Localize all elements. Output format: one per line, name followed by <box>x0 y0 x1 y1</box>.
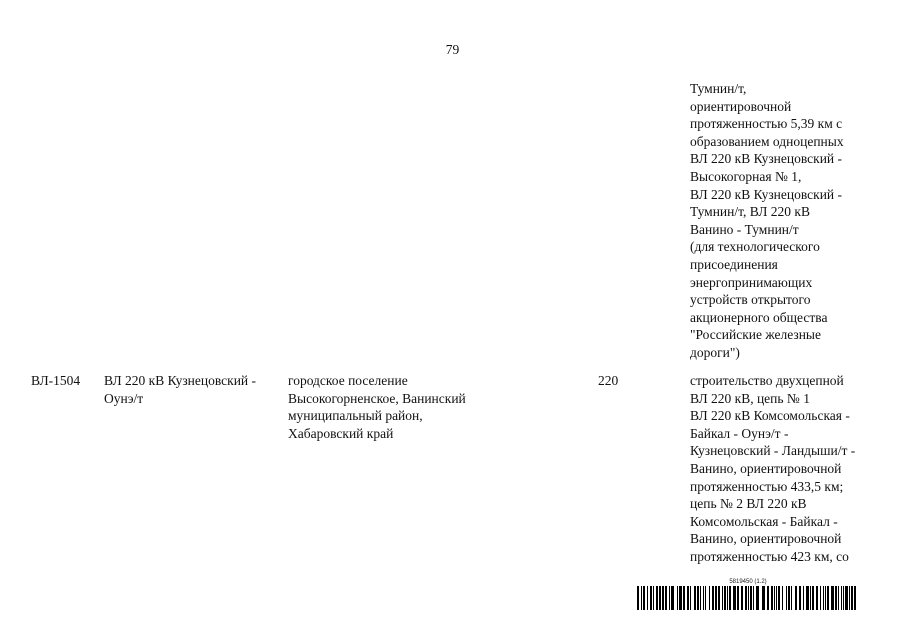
barcode-bar <box>687 586 689 610</box>
barcode-bar <box>843 586 844 610</box>
barcode-bar <box>700 586 701 610</box>
description-line: Комсомольская - Байкал - <box>690 513 838 529</box>
row-line-name <box>104 372 289 407</box>
barcode-bar <box>727 586 728 610</box>
barcode-bar <box>745 586 747 610</box>
barcode-bar <box>771 586 773 610</box>
description-line: (для технологического <box>690 239 820 255</box>
barcode-bar <box>679 586 682 610</box>
location-text: Высокогорненское, Ванинский <box>288 390 466 406</box>
barcode-bar <box>835 586 837 610</box>
barcode-bar <box>831 586 834 610</box>
description-line: "Российские железные <box>690 327 821 343</box>
barcode-bar <box>786 586 787 610</box>
barcode-bar <box>750 586 752 610</box>
barcode-block <box>637 579 859 610</box>
location-text: городское поселение <box>288 373 408 388</box>
description-line: присоединения <box>690 256 778 272</box>
barcode-bar <box>703 586 704 610</box>
barcode-bar <box>838 586 839 610</box>
description-line: Ванино, ориентировочной <box>690 531 842 547</box>
barcode-bar <box>748 586 749 610</box>
barcode-bar <box>806 586 809 610</box>
description-line: протяженностью 423 км, со <box>690 548 849 564</box>
barcode-bar <box>803 586 804 610</box>
barcode-bar <box>774 586 775 610</box>
barcode-bar <box>795 586 797 610</box>
barcode-bar <box>782 586 783 610</box>
barcode-bar <box>729 586 731 610</box>
description-line: протяженностью 433,5 км; <box>690 478 844 494</box>
barcode-bar <box>724 586 726 610</box>
description-line: строительство двухцепной <box>690 373 844 388</box>
barcode-bar <box>762 586 765 610</box>
barcode-bar <box>715 586 717 610</box>
barcode-bar <box>677 586 678 610</box>
barcode-image <box>637 586 859 610</box>
barcode-bar <box>791 586 792 610</box>
line-name-text: Оунэ/т <box>104 390 144 406</box>
barcode-bar <box>741 586 743 610</box>
barcode-bar <box>820 586 821 610</box>
barcode-bar <box>788 586 790 610</box>
barcode-bar <box>683 586 685 610</box>
barcode-bar <box>705 586 706 610</box>
description-line: ориентировочной <box>690 98 792 114</box>
barcode-bar <box>637 586 639 610</box>
barcode-bar <box>690 586 691 610</box>
description-line: Тумнин/т, <box>690 81 747 96</box>
barcode-bar <box>665 586 667 610</box>
barcode-bar <box>671 586 674 610</box>
barcode-bar <box>733 586 736 610</box>
barcode-bar <box>776 586 777 610</box>
description-line: устройств открытого <box>690 292 811 308</box>
barcode-bar <box>709 586 710 610</box>
barcode-bar <box>712 586 714 610</box>
barcode-bar <box>854 586 856 610</box>
description-line: энергопринимающих <box>690 274 813 290</box>
barcode-bar <box>753 586 754 610</box>
description-line: ВЛ 220 кВ Кузнецовский - <box>690 186 843 202</box>
barcode-bar <box>694 586 696 610</box>
barcode-bar <box>849 586 850 610</box>
description-line: цепь № 2 ВЛ 220 кВ <box>690 496 807 512</box>
description-line: ВЛ 220 кВ Кузнецовский - <box>690 151 843 167</box>
row-code: ВЛ-1504 <box>31 373 81 388</box>
description-line: Кузнецовский - Ландыши/т - <box>690 443 856 459</box>
location-text: муниципальный район, <box>288 408 423 424</box>
barcode-bar <box>659 586 661 610</box>
description-line: Высокогорная № 1, <box>690 168 802 184</box>
barcode-bar <box>643 586 645 610</box>
barcode-bar <box>662 586 664 610</box>
barcode-bar <box>799 586 801 610</box>
barcode-bar <box>841 586 842 610</box>
line-name-text: ВЛ 220 кВ Кузнецовский - <box>104 373 257 388</box>
barcode-bar <box>756 586 759 610</box>
barcode-bar <box>767 586 769 610</box>
barcode-bar <box>737 586 739 610</box>
description-line: дороги") <box>690 344 740 360</box>
row-voltage: 220 <box>598 373 619 388</box>
barcode-bar <box>827 586 829 610</box>
row-location <box>288 372 498 442</box>
barcode-bar <box>647 586 648 610</box>
barcode-bar <box>845 586 848 610</box>
barcode-caption: 5819450 (1.2) <box>729 579 767 585</box>
barcode-bar <box>823 586 824 610</box>
barcode-bar <box>810 586 811 610</box>
barcode-bar <box>641 586 642 610</box>
barcode-bar <box>718 586 720 610</box>
description-line: ВЛ 220 кВ Комсомольская - <box>690 408 850 424</box>
description-line: ВЛ 220 кВ, цепь № 1 <box>690 390 810 406</box>
barcode-bar <box>650 586 652 610</box>
barcode-bar <box>722 586 723 610</box>
row-description <box>690 372 880 566</box>
barcode-bar <box>669 586 670 610</box>
location-text: Хабаровский край <box>288 425 394 441</box>
description-line: Тумнин/т, ВЛ 220 кВ <box>690 204 810 220</box>
description-line: Ванино, ориентировочной <box>690 460 842 476</box>
barcode-bar <box>653 586 654 610</box>
description-line: протяженностью 5,39 км с <box>690 116 843 132</box>
page-number: 79 <box>445 42 460 57</box>
barcode-bar <box>825 586 826 610</box>
barcode-bar <box>656 586 658 610</box>
barcode-bar <box>812 586 814 610</box>
description-line: образованием одноцепных <box>690 133 844 149</box>
description-line: акционерного общества <box>690 309 828 325</box>
continued-description <box>690 80 880 362</box>
description-line: Ванино - Тумнин/т <box>690 221 799 237</box>
barcode-bar <box>851 586 853 610</box>
barcode-bar <box>816 586 818 610</box>
barcode-bar <box>697 586 699 610</box>
description-line: Байкал - Оунэ/т - <box>690 425 789 441</box>
barcode-bar <box>778 586 780 610</box>
